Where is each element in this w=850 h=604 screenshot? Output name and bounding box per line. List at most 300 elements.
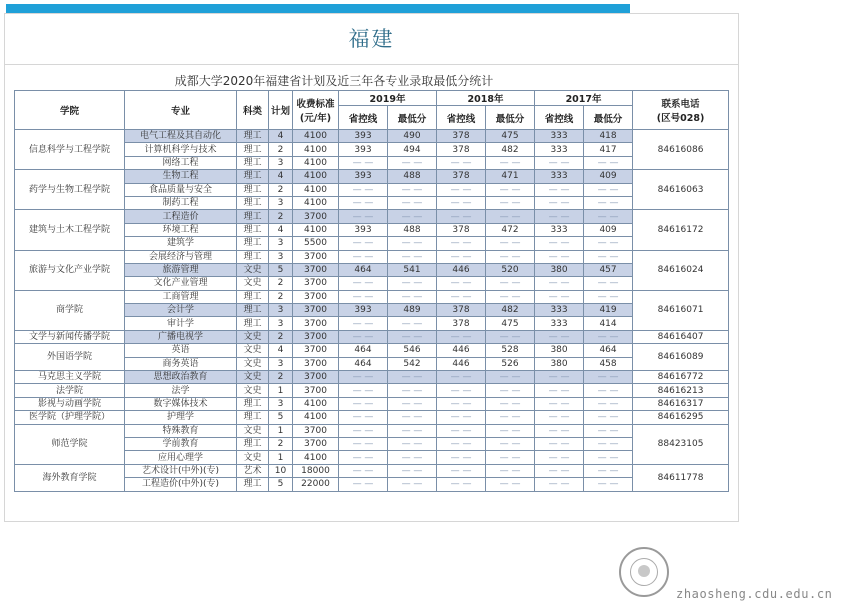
provincial-y2017-cell: 380 xyxy=(535,344,584,357)
major-cell: 艺术设计(中外)(专) xyxy=(125,464,237,477)
provincial-y2018-cell: 378 xyxy=(437,143,486,156)
provincial-y2018-cell: — — xyxy=(437,290,486,303)
major-cell: 应用心理学 xyxy=(125,451,237,464)
provincial-y2019-cell: — — xyxy=(339,397,388,410)
lowest-y2018-cell: — — xyxy=(486,384,535,397)
fee-cell: 4100 xyxy=(293,143,339,156)
lowest-y2018-cell: — — xyxy=(486,183,535,196)
header-provincial-2017: 省控线 xyxy=(535,106,584,130)
provincial-y2017-cell: — — xyxy=(535,384,584,397)
plan-cell: 10 xyxy=(269,464,293,477)
provincial-y2019-cell: — — xyxy=(339,478,388,491)
lowest-y2017-cell: — — xyxy=(584,464,633,477)
table-row xyxy=(15,411,729,424)
lowest-y2019-cell: — — xyxy=(388,237,437,250)
header-fee xyxy=(293,91,339,130)
college-cell: 信息科学与工程学院 xyxy=(15,130,125,170)
major-cell: 旅游管理 xyxy=(125,263,237,276)
fee-cell: 3700 xyxy=(293,371,339,384)
header-plan: 计划 xyxy=(269,91,293,130)
table-row xyxy=(15,424,729,437)
provincial-y2018-cell: — — xyxy=(437,330,486,343)
plan-cell: 2 xyxy=(269,143,293,156)
plan-cell: 4 xyxy=(269,130,293,143)
lowest-y2017-cell: — — xyxy=(584,371,633,384)
provincial-y2018-cell: 378 xyxy=(437,304,486,317)
plan-cell: 2 xyxy=(269,437,293,450)
provincial-y2019-cell: — — xyxy=(339,156,388,169)
category-cell: 文史 xyxy=(237,357,269,370)
category-cell: 艺术 xyxy=(237,464,269,477)
provincial-y2017-cell: 333 xyxy=(535,223,584,236)
provincial-y2017-cell: 333 xyxy=(535,130,584,143)
provincial-y2018-cell: 378 xyxy=(437,170,486,183)
provincial-y2019-cell: — — xyxy=(339,317,388,330)
lowest-y2017-cell: 457 xyxy=(584,263,633,276)
provincial-y2019-cell: — — xyxy=(339,183,388,196)
college-cell: 建筑与土木工程学院 xyxy=(15,210,125,250)
provincial-y2017-cell: — — xyxy=(535,411,584,424)
plan-cell: 3 xyxy=(269,156,293,169)
header-fee-line2: (元/年) xyxy=(299,113,332,124)
provincial-y2018-cell: — — xyxy=(437,397,486,410)
category-cell: 理工 xyxy=(237,437,269,450)
major-cell: 工程造价 xyxy=(125,210,237,223)
provincial-y2018-cell: — — xyxy=(437,451,486,464)
provincial-y2019-cell: — — xyxy=(339,464,388,477)
provincial-y2018-cell: 378 xyxy=(437,223,486,236)
lowest-y2017-cell: 409 xyxy=(584,170,633,183)
major-cell: 建筑学 xyxy=(125,237,237,250)
provincial-y2017-cell: — — xyxy=(535,250,584,263)
fee-cell: 4100 xyxy=(293,170,339,183)
major-cell: 计算机科学与技术 xyxy=(125,143,237,156)
fee-cell: 4100 xyxy=(293,411,339,424)
phone-cell: 84616071 xyxy=(633,290,729,330)
lowest-y2018-cell: 482 xyxy=(486,304,535,317)
lowest-y2017-cell: — — xyxy=(584,277,633,290)
fee-cell: 4100 xyxy=(293,397,339,410)
provincial-y2017-cell: — — xyxy=(535,371,584,384)
plan-cell: 2 xyxy=(269,290,293,303)
provincial-y2017-cell: — — xyxy=(535,478,584,491)
provincial-y2019-cell: 393 xyxy=(339,223,388,236)
phone-cell: 84616172 xyxy=(633,210,729,250)
provincial-y2019-cell: — — xyxy=(339,290,388,303)
fee-cell: 3700 xyxy=(293,330,339,343)
phone-cell: 84616295 xyxy=(633,411,729,424)
provincial-y2017-cell: 380 xyxy=(535,263,584,276)
major-cell: 审计学 xyxy=(125,317,237,330)
provincial-y2018-cell: — — xyxy=(437,437,486,450)
plan-cell: 3 xyxy=(269,357,293,370)
major-cell: 会展经济与管理 xyxy=(125,250,237,263)
provincial-y2019-cell: — — xyxy=(339,330,388,343)
fee-cell: 3700 xyxy=(293,210,339,223)
major-cell: 工程造价(中外)(专) xyxy=(125,478,237,491)
provincial-y2018-cell: 378 xyxy=(437,130,486,143)
provincial-y2018-cell: — — xyxy=(437,183,486,196)
lowest-y2018-cell: — — xyxy=(486,371,535,384)
lowest-y2017-cell: 418 xyxy=(584,130,633,143)
plan-cell: 2 xyxy=(269,210,293,223)
header-phone xyxy=(633,91,729,130)
provincial-y2018-cell: — — xyxy=(437,156,486,169)
provincial-y2018-cell: — — xyxy=(437,237,486,250)
provincial-y2018-cell: 378 xyxy=(437,317,486,330)
lowest-y2017-cell: — — xyxy=(584,196,633,209)
plan-cell: 1 xyxy=(269,424,293,437)
provincial-y2017-cell: — — xyxy=(535,397,584,410)
lowest-y2019-cell: — — xyxy=(388,451,437,464)
lowest-y2017-cell: — — xyxy=(584,330,633,343)
plan-cell: 2 xyxy=(269,277,293,290)
lowest-y2018-cell: — — xyxy=(486,330,535,343)
provincial-y2018-cell: — — xyxy=(437,384,486,397)
header-lowest-2018: 最低分 xyxy=(486,106,535,130)
lowest-y2019-cell: — — xyxy=(388,250,437,263)
lowest-y2018-cell: — — xyxy=(486,277,535,290)
lowest-y2019-cell: — — xyxy=(388,210,437,223)
provincial-y2018-cell: — — xyxy=(437,424,486,437)
lowest-y2019-cell: 490 xyxy=(388,130,437,143)
lowest-y2019-cell: — — xyxy=(388,183,437,196)
category-cell: 理工 xyxy=(237,290,269,303)
provincial-y2017-cell: 333 xyxy=(535,170,584,183)
provincial-y2017-cell: — — xyxy=(535,424,584,437)
lowest-y2018-cell: — — xyxy=(486,196,535,209)
fee-cell: 4100 xyxy=(293,451,339,464)
lowest-y2017-cell: — — xyxy=(584,437,633,450)
college-cell: 医学院（护理学院） xyxy=(15,411,125,424)
lowest-y2018-cell: 472 xyxy=(486,223,535,236)
site-watermark: zhaosheng.cdu.edu.cn xyxy=(676,587,833,601)
fee-cell: 4100 xyxy=(293,130,339,143)
fee-cell: 3700 xyxy=(293,277,339,290)
category-cell: 理工 xyxy=(237,170,269,183)
category-cell: 文史 xyxy=(237,371,269,384)
lowest-y2018-cell: — — xyxy=(486,290,535,303)
table-row xyxy=(15,210,729,223)
provincial-y2019-cell: 393 xyxy=(339,304,388,317)
lowest-y2018-cell: — — xyxy=(486,411,535,424)
table-row xyxy=(15,464,729,477)
provincial-y2019-cell: — — xyxy=(339,384,388,397)
category-cell: 理工 xyxy=(237,130,269,143)
lowest-y2019-cell: — — xyxy=(388,437,437,450)
header-lowest-2017: 最低分 xyxy=(584,106,633,130)
fee-cell: 5500 xyxy=(293,237,339,250)
major-cell: 环境工程 xyxy=(125,223,237,236)
table-row xyxy=(15,250,729,263)
fee-cell: 3700 xyxy=(293,344,339,357)
plan-cell: 5 xyxy=(269,411,293,424)
lowest-y2019-cell: 489 xyxy=(388,304,437,317)
lowest-y2019-cell: — — xyxy=(388,290,437,303)
header-phone-line1: 联系电话 xyxy=(661,99,700,110)
category-cell: 理工 xyxy=(237,317,269,330)
phone-cell: 84616407 xyxy=(633,330,729,343)
lowest-y2017-cell: — — xyxy=(584,250,633,263)
category-cell: 文史 xyxy=(237,451,269,464)
provincial-y2018-cell: — — xyxy=(437,478,486,491)
lowest-y2019-cell: — — xyxy=(388,330,437,343)
fee-cell: 4100 xyxy=(293,196,339,209)
fee-cell: 3700 xyxy=(293,290,339,303)
lowest-y2017-cell: — — xyxy=(584,424,633,437)
major-cell: 法学 xyxy=(125,384,237,397)
major-cell: 特殊教育 xyxy=(125,424,237,437)
provincial-y2017-cell: — — xyxy=(535,290,584,303)
lowest-y2019-cell: — — xyxy=(388,411,437,424)
major-cell: 食品质量与安全 xyxy=(125,183,237,196)
provincial-y2019-cell: — — xyxy=(339,424,388,437)
lowest-y2017-cell: — — xyxy=(584,411,633,424)
major-cell: 学前教育 xyxy=(125,437,237,450)
lowest-y2019-cell: 494 xyxy=(388,143,437,156)
college-cell: 马克思主义学院 xyxy=(15,371,125,384)
plan-cell: 3 xyxy=(269,317,293,330)
lowest-y2019-cell: — — xyxy=(388,196,437,209)
lowest-y2017-cell: — — xyxy=(584,183,633,196)
category-cell: 理工 xyxy=(237,223,269,236)
provincial-y2019-cell: — — xyxy=(339,250,388,263)
category-cell: 文史 xyxy=(237,424,269,437)
category-cell: 理工 xyxy=(237,304,269,317)
plan-cell: 1 xyxy=(269,384,293,397)
fee-cell: 3700 xyxy=(293,263,339,276)
major-cell: 护理学 xyxy=(125,411,237,424)
lowest-y2019-cell: — — xyxy=(388,277,437,290)
lowest-y2019-cell: 541 xyxy=(388,263,437,276)
header-lowest-2019: 最低分 xyxy=(388,106,437,130)
major-cell: 制药工程 xyxy=(125,196,237,209)
provincial-y2017-cell: 333 xyxy=(535,304,584,317)
header-major: 专业 xyxy=(125,91,237,130)
top-accent-bar xyxy=(6,4,630,13)
lowest-y2018-cell: — — xyxy=(486,397,535,410)
major-cell: 英语 xyxy=(125,344,237,357)
lowest-y2018-cell: 528 xyxy=(486,344,535,357)
provincial-y2019-cell: — — xyxy=(339,277,388,290)
provincial-y2017-cell: — — xyxy=(535,451,584,464)
plan-cell: 3 xyxy=(269,397,293,410)
plan-cell: 3 xyxy=(269,196,293,209)
provincial-y2018-cell: — — xyxy=(437,411,486,424)
phone-cell: 84616089 xyxy=(633,344,729,371)
plan-cell: 4 xyxy=(269,170,293,183)
lowest-y2017-cell: — — xyxy=(584,237,633,250)
provincial-y2018-cell: — — xyxy=(437,277,486,290)
table-row xyxy=(15,290,729,303)
category-cell: 理工 xyxy=(237,183,269,196)
fee-cell: 3700 xyxy=(293,317,339,330)
lowest-y2019-cell: 488 xyxy=(388,223,437,236)
lowest-y2018-cell: 520 xyxy=(486,263,535,276)
college-cell: 师范学院 xyxy=(15,424,125,464)
lowest-y2018-cell: 475 xyxy=(486,317,535,330)
college-cell: 商学院 xyxy=(15,290,125,330)
college-cell: 文学与新闻传播学院 xyxy=(15,330,125,343)
provincial-y2017-cell: — — xyxy=(535,210,584,223)
phone-cell: 84616772 xyxy=(633,371,729,384)
table-row xyxy=(15,170,729,183)
lowest-y2019-cell: — — xyxy=(388,371,437,384)
lowest-y2017-cell: — — xyxy=(584,210,633,223)
lowest-y2017-cell: — — xyxy=(584,156,633,169)
fee-cell: 4100 xyxy=(293,183,339,196)
category-cell: 文史 xyxy=(237,277,269,290)
phone-cell: 84616063 xyxy=(633,170,729,210)
lowest-y2018-cell: — — xyxy=(486,478,535,491)
category-cell: 理工 xyxy=(237,143,269,156)
plan-cell: 2 xyxy=(269,371,293,384)
lowest-y2019-cell: — — xyxy=(388,384,437,397)
fee-cell: 4100 xyxy=(293,156,339,169)
lowest-y2018-cell: — — xyxy=(486,424,535,437)
plan-cell: 3 xyxy=(269,237,293,250)
major-cell: 数字媒体技术 xyxy=(125,397,237,410)
major-cell: 文化产业管理 xyxy=(125,277,237,290)
category-cell: 理工 xyxy=(237,210,269,223)
category-cell: 文史 xyxy=(237,344,269,357)
category-cell: 理工 xyxy=(237,237,269,250)
table-row xyxy=(15,371,729,384)
lowest-y2017-cell: 464 xyxy=(584,344,633,357)
provincial-y2019-cell: — — xyxy=(339,437,388,450)
provincial-y2019-cell: 464 xyxy=(339,344,388,357)
category-cell: 理工 xyxy=(237,397,269,410)
college-cell: 法学院 xyxy=(15,384,125,397)
provincial-y2018-cell: 446 xyxy=(437,263,486,276)
provincial-y2019-cell: — — xyxy=(339,196,388,209)
provincial-y2017-cell: 333 xyxy=(535,143,584,156)
lowest-y2017-cell: 417 xyxy=(584,143,633,156)
phone-cell: 88423105 xyxy=(633,424,729,464)
lowest-y2018-cell: — — xyxy=(486,437,535,450)
fee-cell: 3700 xyxy=(293,357,339,370)
major-cell: 电气工程及其自动化 xyxy=(125,130,237,143)
provincial-y2018-cell: — — xyxy=(437,210,486,223)
table-row xyxy=(15,330,729,343)
fee-cell: 3700 xyxy=(293,437,339,450)
table-row xyxy=(15,344,729,357)
provincial-y2017-cell: 333 xyxy=(535,317,584,330)
provincial-y2017-cell: — — xyxy=(535,330,584,343)
provincial-y2018-cell: 446 xyxy=(437,357,486,370)
provincial-y2019-cell: 464 xyxy=(339,263,388,276)
phone-cell: 84616213 xyxy=(633,384,729,397)
major-cell: 思想政治教育 xyxy=(125,371,237,384)
fee-cell: 22000 xyxy=(293,478,339,491)
provincial-y2019-cell: — — xyxy=(339,411,388,424)
seal-core xyxy=(638,565,650,577)
category-cell: 文史 xyxy=(237,263,269,276)
lowest-y2019-cell: — — xyxy=(388,478,437,491)
lowest-y2018-cell: 482 xyxy=(486,143,535,156)
lowest-y2018-cell: 526 xyxy=(486,357,535,370)
fee-cell: 3700 xyxy=(293,304,339,317)
header-year-2017: 2017年 xyxy=(535,91,633,106)
header-category: 科类 xyxy=(237,91,269,130)
lowest-y2019-cell: — — xyxy=(388,424,437,437)
lowest-y2018-cell: — — xyxy=(486,250,535,263)
plan-cell: 2 xyxy=(269,183,293,196)
lowest-y2019-cell: — — xyxy=(388,397,437,410)
major-cell: 广播电视学 xyxy=(125,330,237,343)
lowest-y2017-cell: 419 xyxy=(584,304,633,317)
lowest-y2017-cell: 409 xyxy=(584,223,633,236)
category-cell: 文史 xyxy=(237,330,269,343)
header-provincial-2018: 省控线 xyxy=(437,106,486,130)
phone-cell: 84616086 xyxy=(633,130,729,170)
fee-cell: 18000 xyxy=(293,464,339,477)
provincial-y2019-cell: 393 xyxy=(339,143,388,156)
plan-cell: 3 xyxy=(269,304,293,317)
header-year-2018: 2018年 xyxy=(437,91,535,106)
category-cell: 理工 xyxy=(237,478,269,491)
plan-cell: 1 xyxy=(269,451,293,464)
category-cell: 文史 xyxy=(237,384,269,397)
lowest-y2019-cell: 488 xyxy=(388,170,437,183)
lowest-y2017-cell: — — xyxy=(584,478,633,491)
lowest-y2017-cell: — — xyxy=(584,290,633,303)
region-header xyxy=(4,13,739,66)
lowest-y2017-cell: 458 xyxy=(584,357,633,370)
lowest-y2018-cell: — — xyxy=(486,210,535,223)
lowest-y2019-cell: 542 xyxy=(388,357,437,370)
provincial-y2018-cell: 446 xyxy=(437,344,486,357)
table-title: 成都大学2020年福建省计划及近三年各专业录取最低分统计 xyxy=(174,74,494,88)
header-fee-line1: 收费标准 xyxy=(296,99,335,110)
major-cell: 网络工程 xyxy=(125,156,237,169)
college-cell: 影视与动画学院 xyxy=(15,397,125,410)
plan-cell: 5 xyxy=(269,478,293,491)
lowest-y2018-cell: — — xyxy=(486,156,535,169)
plan-cell: 2 xyxy=(269,330,293,343)
lowest-y2018-cell: — — xyxy=(486,464,535,477)
provincial-y2019-cell: — — xyxy=(339,210,388,223)
header-year-2019: 2019年 xyxy=(339,91,437,106)
provincial-y2018-cell: — — xyxy=(437,196,486,209)
university-seal-icon xyxy=(619,547,669,597)
phone-cell: 84616024 xyxy=(633,250,729,290)
provincial-y2019-cell: 393 xyxy=(339,170,388,183)
plan-cell: 4 xyxy=(269,223,293,236)
plan-cell: 4 xyxy=(269,344,293,357)
provincial-y2017-cell: — — xyxy=(535,464,584,477)
fee-cell: 4100 xyxy=(293,223,339,236)
lowest-y2019-cell: — — xyxy=(388,317,437,330)
major-cell: 生物工程 xyxy=(125,170,237,183)
college-cell: 海外教育学院 xyxy=(15,464,125,491)
category-cell: 理工 xyxy=(237,156,269,169)
provincial-y2017-cell: — — xyxy=(535,277,584,290)
provincial-y2017-cell: 380 xyxy=(535,357,584,370)
provincial-y2018-cell: — — xyxy=(437,250,486,263)
lowest-y2018-cell: — — xyxy=(486,451,535,464)
lowest-y2018-cell: 471 xyxy=(486,170,535,183)
header-phone-line2: (区号028) xyxy=(656,113,705,124)
lowest-y2017-cell: — — xyxy=(584,397,633,410)
table-row xyxy=(15,384,729,397)
lowest-y2017-cell: — — xyxy=(584,451,633,464)
admission-score-table xyxy=(14,90,729,492)
header-provincial-2019: 省控线 xyxy=(339,106,388,130)
provincial-y2017-cell: — — xyxy=(535,437,584,450)
plan-cell: 5 xyxy=(269,263,293,276)
phone-cell: 84611778 xyxy=(633,464,729,491)
